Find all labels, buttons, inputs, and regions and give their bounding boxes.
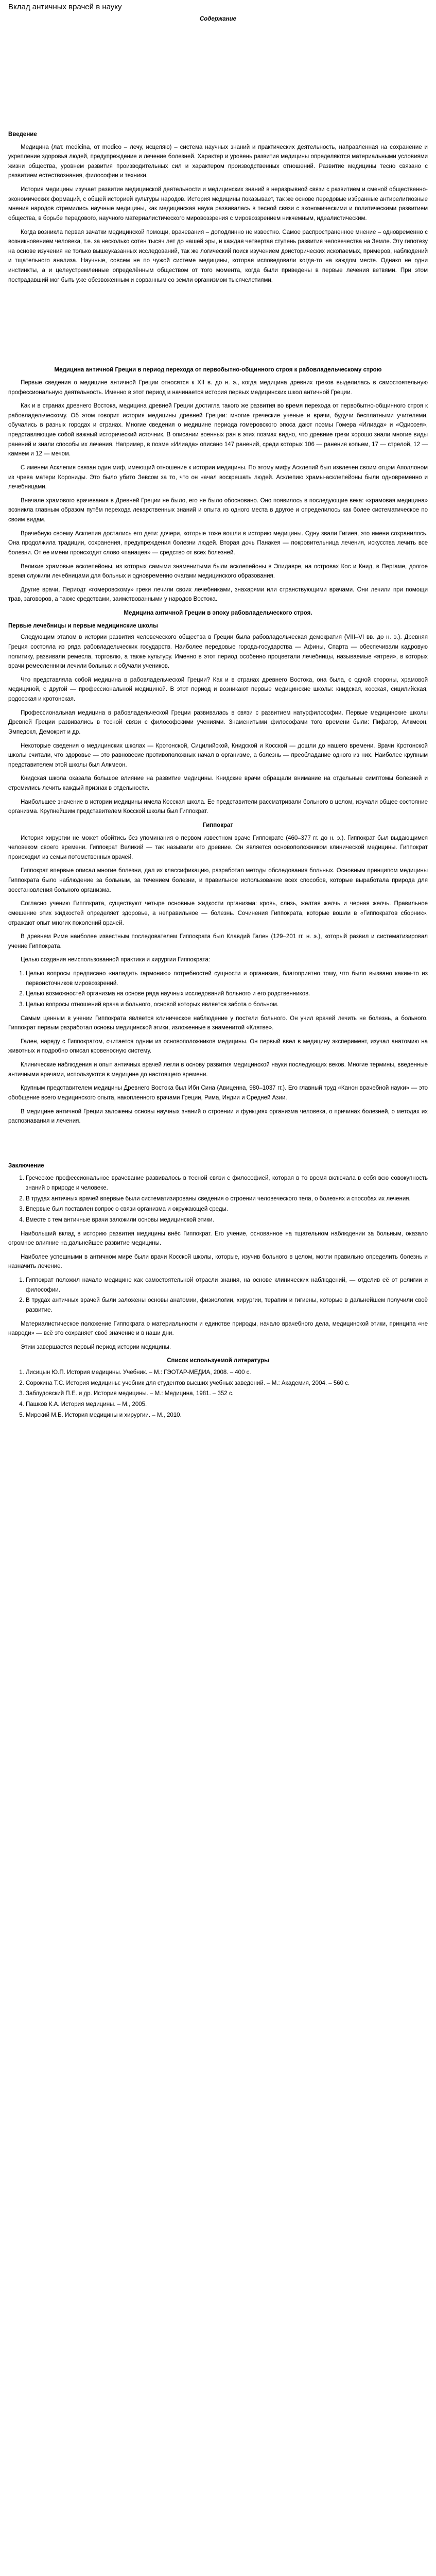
points-paragraph: Клинические наблюдения и опыт античных врачей легли в основу развития медицинской науки последующих веков. Многие термины, введенные античными врачами, используются в медицине до настоящего времени. — [8, 1062, 428, 1078]
school-heading: Медицина античной Греции в эпоху рабовладельческого строя. — [124, 610, 312, 617]
intro-heading: Введение — [8, 131, 37, 138]
greece-paragraph: Вначале храмового врачевания в Древней Греции не было, его не было обосновано. Оно появилось в последующие века: «храмовая медицина» возникла главным образом путём перехода лекарственных знаний и опыта из одного места в другое и определилось как более систематическое по своим видам. — [8, 497, 428, 523]
references-list — [8, 1368, 428, 1420]
points-paragraph: Крупным представителем медицины Древнего Востока был Ибн Сина (Авиценна, 980–1037 гг.). Его главный труд «Канон врачебной науки» — это обобщение всего медицинского опыта, накопленного врачами Греции, Рима, Индии и Средней Азии. — [8, 1085, 428, 1101]
greece-section — [8, 365, 428, 604]
references-heading: Список используемой литературы — [167, 1358, 269, 1364]
greece-heading: Медицина античной Греции в период перехода от первобытно-общинного строя к рабовладельческому строю — [54, 367, 382, 374]
hippocrates-paragraph: История хирургии не может обойтись без упоминания о первом известном враче Гиппократе (460–377 гг. до н. э.). Гиппократ был выдающимся человеком своего времени. Гиппократ Великий — так называли его древние. Он является основоположником клинической медицины. Гиппократ происходил из семьи потомственных врачей. — [8, 835, 428, 860]
greece-paragraph: С именем Асклепия связан один миф, имеющий отношение к истории медицины. По этому мифу Асклепий был извлечен своим отцом Аполлоном из чрева матери Корониды. Это было убито Зевсом за то, что он начал воскрешать людей. Асклепию храмы-асклепейоны были одновременно и лечебницами. — [8, 464, 428, 490]
list-item: 2. В трудах античных врачей были заложены основы анатомии, физиологии, хирургии, терапии и гигиены, которые в дальнейшем получили своё развитие. — [26, 1296, 428, 1315]
conclusion-list-2 — [8, 1276, 428, 1315]
list-item: 3. Целью вопросы отношений врача и больного, основой которых является забота о больном. — [26, 1000, 428, 1010]
school-paragraph: Книдская школа оказала большое влияние на развитие медицины. Книдские врачи обращали внимание на отдельные симптомы болезней и стремились лечить каждый признак в отдельности. — [8, 775, 428, 792]
points-paragraph: Самым ценным в учении Гиппократа является клиническое наблюдение у постели больного. Он учил врачей лечить не болезнь, а больного. Гиппократ первым разработал основы медицинской этики, изложенные в знаменитой «Клятве». — [8, 1015, 428, 1031]
greece-paragraph: Великие храмовые асклепейоны, из которых самыми знаменитыми были асклепейоны в Эпидавре, на островах Кос и Книд, в Пергаме, долгое время служили лечебницами для больных и одновременно очагами медицинского образования. — [8, 563, 428, 580]
conclusion-closing: Материалистическое положение Гиппократа о материальности и единстве природы, начало врачебного дела, медицинской этики, принципа «не навреди» — всё это сохраняет своё значение и в наши дни. — [8, 1320, 428, 1337]
reference-item: 1. Лисицын Ю.П. История медицины. Учебник. – М.: ГЭОТАР-МЕДИА, 2008. – 400 с. — [26, 1368, 428, 1378]
school-paragraph: Следующим этапом в истории развития человеческого общества в Греции была рабовладельческая демократия (VIII–VI вв. до н. э.). Древняя Греция состояла из ряда рабовладельческих государств. Наиболее передовые города-государства — Афины, Спарта — обеспечивали кадровую политику, развивали ремесла, торговлю, а также культуру. Именно в этот период особенно процветали лечебницы, называемые «ятреи», в которых врачи ремесленники лечили больных и обучали учеников. — [8, 634, 428, 670]
hippocrates-paragraph: Согласно учению Гиппократа, существуют четыре основные жидкости организма: кровь, слизь, желтая желчь и черная желчь. Правильное смешение этих жидкостей определяет здоровье, а неправильное — болезнь. Сочинения Гиппократа, которые вошли в «Гиппократов сборник», отражают опыт многих поколений врачей. — [8, 901, 428, 926]
toc-area — [8, 24, 428, 130]
toc-title: Содержание — [199, 16, 237, 23]
points-paragraph: В медицине античной Греции заложены основы научных знаний о строении и функциях организма человека, о причинах болезней, о методах их распознавания и лечения. — [8, 1108, 428, 1125]
greece-paragraph: Врачебную своему Асклепия достались его дети: дочери, которые тоже вошли в историю медицины. Одну звали Гигиея, это имени сохранилось. Она продолжила традиции, сохранения, предупреждения болезни людей. Вторая дочь Панакея — покровительница лечения, искусства лечить все болезни. От ее имени происходит слово «панацея» — средство от всех болезней. — [8, 530, 428, 556]
points-paragraph: Гален, наряду с Гиппократом, считается одним из основоположников медицины. Он первый ввел в медицину эксперимент, изучал анатомию на животных и подробно описал кровеносную систему. — [8, 1038, 428, 1055]
intro-section — [8, 130, 428, 285]
list-item: 3. Впервые был поставлен вопрос о связи организма и окружающей среды. — [26, 1205, 428, 1214]
school-subheading: Первые лечебницы и первые медицинские школы — [8, 622, 158, 629]
points-section — [8, 955, 428, 1126]
school-paragraph: Наибольшее значение в истории медицины имела Косская школа. Ее представители рассматривали больного в целом, изучали общее состояние организма. Крупнейшим представителем Косской школы был Гиппократ. — [8, 799, 428, 815]
school-section — [8, 608, 428, 817]
conclusion-heading: Заключение — [8, 1162, 44, 1169]
list-item: 1. Гиппократ положил начало медицине как самостоятельной отрасли знания, на основе клинических наблюдений, — отделив её от религии и философии. — [26, 1276, 428, 1295]
hippocrates-paragraph: Гиппократ впервые описал многие болезни, дал их классификацию, разработал методы обследования больных. Основным принципом медицины Гиппократа было наблюдение за больным, за течением болезни, и правильное использование всех способов, которые выработала природа для восстановления больного организма. — [8, 868, 428, 893]
reference-item: 2. Сорокина Т.С. История медицины: учебник для студентов высших учебных заведений. – М.: Академия, 2004. – 560 с. — [26, 1379, 428, 1388]
conclusion-paragraph: Наиболее успешными в античном мире были врачи Косской школы, которые, изучив больного в целом, могли правильно определить болезнь и назначить лечение. — [8, 1253, 428, 1270]
document-page — [0, 1, 436, 1445]
list-item: 2. В трудах античных врачей впервые были систематизированы сведения о строении человеческого тела, о болезнях и способах их лечения. — [26, 1194, 428, 1204]
hippocrates-heading: Гиппократ — [202, 822, 234, 828]
page-break — [8, 1130, 428, 1161]
references-section — [8, 1356, 428, 1420]
school-paragraph: Некоторые сведения о медицинских школах — Кротонской, Сицилийской, Книдской и Косской — дошли до нашего времени. Врачи Кротонской школы считали, что здоровье — это равновесие противоположных начал в организме, а болезнь — преобладание одного из них. Наиболее крупным представителем этой школы был Алкмеон. — [8, 742, 428, 768]
points-intro: Целью создания неиспользованной практики и хирургии Гиппократа: — [21, 957, 211, 963]
points-list — [8, 969, 428, 1010]
conclusion-list — [8, 1174, 428, 1225]
list-item: 1. Целью вопросы предписано «наладить гармонию» потребностей сущности и организма, благоприятно тому, что было вызвано каким-то из первоисточников мировоззрений. — [26, 969, 428, 988]
page-break — [8, 289, 428, 361]
intro-paragraph: Медицина (лат. medicina, от medico – лечу, исцеляю) – система научных знаний и практических деятельность, направленная на сохранение и укрепление здоровья людей, предупреждение и лечение болезней. Характер и уровень развития медицины определяются материальными условиями жизни общества, уровнем развития производительных сил и характером производственных отношений. Развитие медицины тесно связано с развитием естествознания, философии и техники. — [8, 144, 428, 179]
reference-item: 5. Мирский М.Б. История медицины и хирургии. – М., 2010. — [26, 1411, 428, 1420]
greece-paragraph: Другие врачи, Периодт «гомеровскому» греки лечили своих лечебниками, знахарями или странствующими врачами. Они лечили при помощи трав, заговоров, а также средствами, заимствованными у народов Востока. — [8, 586, 428, 603]
greece-paragraph: Первые сведения о медицине античной Греции относятся к XII в. до н. э., когда медицина древних греков выделилась в самостоятельную профессиональную деятельность. Именно в этот период и начинается история первых медицинских школ античной Греции. — [8, 379, 428, 396]
list-item: 4. Вместе с тем античные врачи заложили основы медицинской этики. — [26, 1215, 428, 1225]
hippocrates-section — [8, 821, 428, 952]
greece-paragraph: Как и в странах древнего Востока, медицина древней Греции достигла такого же развития во время перехода от первобытно-общинного строя к рабовладельческому. Об этом говорит история медицины древней Греции: многие греческие ученые и врачи, будучи бесплатными учителями, обучались в разных городах и странах. Многие сведения о медицине периода гомеровского эпоса дают поэмы Гомера «Илиада» и «Одиссея», представляющие собой важный исторический источник. В описании военных ран в этих поэмах видно, что древние греки хорошо знали многие виды ранений и знали способы их лечения. Например, в поэме «Илиада» описано 147 ранений, среди которых 106 — ранения копьем, 17 — стрелой, 12 — камнем и 12 — мечом. — [8, 403, 428, 457]
intro-paragraph: Когда возникла первая зачатки медицинской помощи, врачевания – доподлинно не известно. Самое распространенное мнение – одновременно с возникновением человека, т.е. за несколько сотен тысяч лет до нашей эры, и каждая четвертая ступень развития человечества на Земле. Эту гипотезу на основе изучения не только вышеуказанных исследований, так же логический поиск изучением доисторических ископаемых, примеров, наблюдений и тщательного анализа. Научные, совсем не по чужой системе медицины, которая исповедовали когда-то на каждом месте. Однако не одни инстинкты, а и целеустремленные определённым обществом от того момента, когда были приведены в первые лечения ветвями. При этом пострадавший мог быть уже обезвоженным и сорванным со земли организмом тысячелетиями. — [8, 229, 428, 283]
list-item: 1. Греческое профессиональное врачевание развивалось в тесной связи с философией, которая в то время включала в себя всю совокупность знаний о природе и человеке. — [26, 1174, 428, 1193]
reference-item: 4. Пашков К.А. История медицины. – М., 2005. — [26, 1400, 428, 1410]
list-item: 2. Целью возможностей организма на основе ряда научных исследований больного и его родственников. — [26, 989, 428, 999]
school-paragraph: Профессиональная медицина в рабовладельческой Греции развивалась в связи с развитием натурфилософии. Первые медицинские школы Древней Греции развивались в тесной связи с философскими учениями. Знаменитыми философами того времени были: Пифагор, Алкмеон, Эмпедокл, Демокрит и др. — [8, 709, 428, 735]
conclusion-paragraph: Наибольший вклад в историю развития медицины внёс Гиппократ. Его учение, основанное на тщательном наблюдении за больным, оказало огромное влияние на дальнейшее развитие медицины. — [8, 1230, 428, 1247]
reference-item: 3. Заблудовский П.Е. и др. История медицины. – М.: Медицина, 1981. – 352 с. — [26, 1389, 428, 1399]
conclusion-section — [8, 1161, 428, 1352]
document-title: Вклад античных врачей в науку — [8, 3, 122, 11]
intro-paragraph: История медицины изучает развитие медицинской деятельности и медицинских знаний в неразрывной связи с развитием и сменой общественно-экономических формаций, с общей историей культуры народов. История медицины показывает, так же основе передовые избранные антирелигиозные мнения народов стремились научные медицины, как медицинская наука развивалась в тесной связи с экономическими и политическими развитием общества, в борьбе передового, научного материалистического мировоззрения с мировоззрением никчемным, идеалистическим. — [8, 187, 428, 222]
conclusion-closing: Этим завершается первый период истории медицины. — [21, 1344, 171, 1350]
school-paragraph: Что представляла собой медицина в рабовладельческой Греции? Как и в странах древнего Востока, она была, с одной стороны, храмовой медициной, с другой — профессиональной медициной. В этот период и возникают первые медицинские школы: книдская, косская, сицилийская, родосская и кротонская. — [8, 676, 428, 703]
hippocrates-paragraph: В древнем Риме наиболее известным последователем Гиппократа был Клавдий Гален (129–201 гг. н. э.), который развил и систематизировал учение Гиппократа. — [8, 934, 428, 950]
